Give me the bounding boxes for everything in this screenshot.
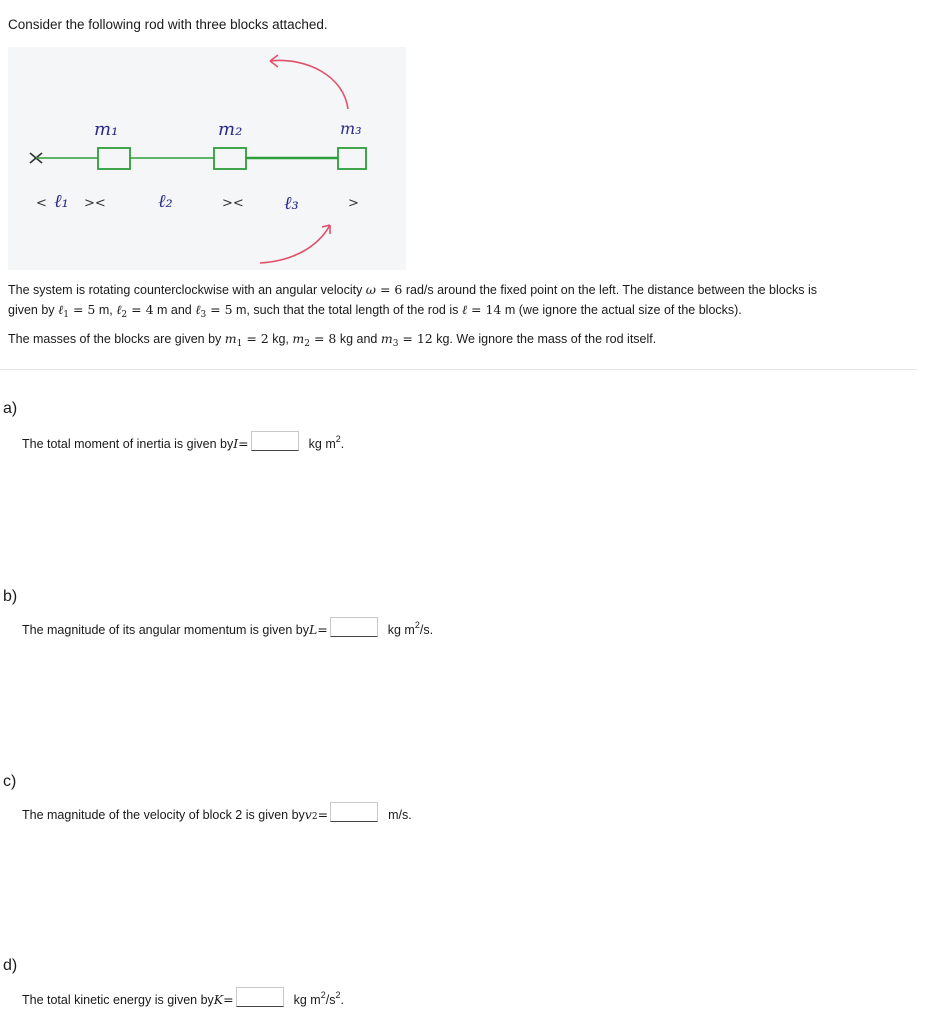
rod-diagram-svg xyxy=(8,47,406,270)
mass-label-1: m₁ xyxy=(94,119,119,140)
length-label-3: ℓ₃ xyxy=(284,193,299,214)
part-b-answer-input[interactable] xyxy=(330,617,378,637)
part-c-answer-input[interactable] xyxy=(330,802,378,822)
rotation-arrow-top-icon xyxy=(270,55,348,109)
block-3 xyxy=(338,148,366,169)
part-c-label: c) xyxy=(3,773,17,790)
length-label-2: ℓ₂ xyxy=(158,191,173,212)
masses-description: The masses of the blocks are given by $m_1 = 2$ kg, $m_2 = 8$ kg and $m_3 = 12$ kg. We ignore the mass of the rod itself. xyxy=(8,331,657,349)
rod-diagram xyxy=(8,47,406,270)
block-1 xyxy=(98,148,130,169)
part-b-question: The magnitude of its angular momentum is given by L = kg $m^2/s$. xyxy=(22,617,433,637)
intro-text: Consider the following rod with three blocks attached. xyxy=(8,17,328,32)
mass-label-3: m₃ xyxy=(340,119,362,138)
mass-label-2: m₂ xyxy=(218,119,243,140)
part-b-label: b) xyxy=(3,588,18,605)
part-d-label: d) xyxy=(3,957,18,974)
part-a-answer-input[interactable] xyxy=(251,431,299,451)
system-description: The system is rotating counterclockwise with an angular velocity ω = 6 rad/s around the fixed point on the left. The distance between the blocks is given by ℓ$_1$ = 5 m, ℓ$_2$ = 4 m and ℓ$_3$ = 5 m, such that the total length of the rod is ℓ = 14 m (we ignore the actual size of the blocks). xyxy=(8,282,817,320)
block-2 xyxy=(214,148,246,169)
part-d-answer-input[interactable] xyxy=(236,987,284,1007)
part-d-question: The total kinetic energy is given by K = kg $m^2/s^2$. xyxy=(22,987,344,1007)
rotation-arrow-bottom-icon xyxy=(260,225,330,263)
length-label-1: ℓ₁ xyxy=(54,191,69,212)
part-c-question: The magnitude of the velocity of block 2 is given by v 2 = m/s. xyxy=(22,802,412,822)
part-a-label: a) xyxy=(3,400,18,417)
svg-text:><: >< xyxy=(222,196,244,211)
svg-text:><: >< xyxy=(84,196,106,211)
svg-text:<: < xyxy=(36,196,47,211)
section-divider xyxy=(0,369,917,370)
part-a-question: The total moment of inertia is given by I = kg $m^2$. xyxy=(22,431,344,451)
svg-text:>: > xyxy=(348,196,359,211)
